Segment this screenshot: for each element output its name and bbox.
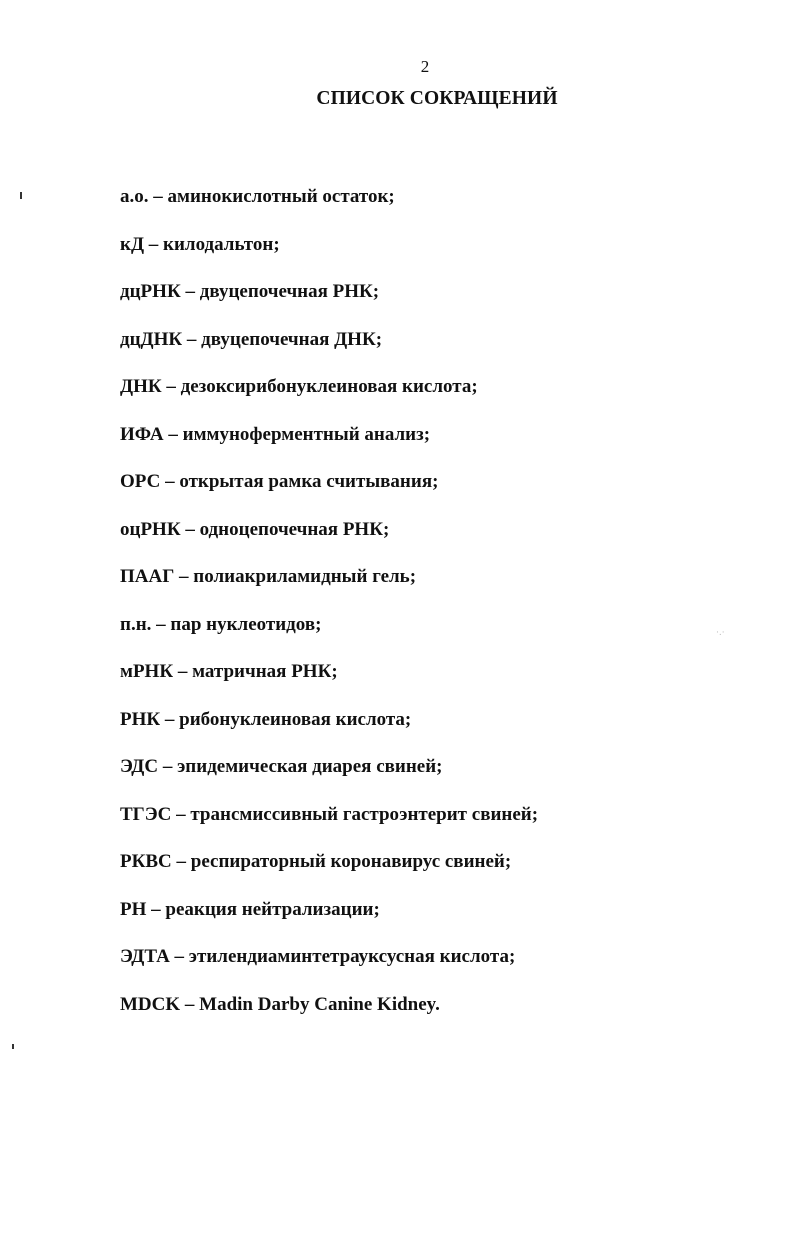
scan-speck: ·.· <box>716 628 725 638</box>
abbreviation-item: ЭДТА – этилендиаминтетрауксусная кислота; <box>120 946 516 967</box>
abbreviation-item: ИФА – иммуноферментный анализ; <box>120 423 431 445</box>
abbreviation-item: ОРС – открытая рамка считывания; <box>120 471 439 492</box>
abbreviation-item: кД – килодальтон; <box>120 233 280 255</box>
page-number: 2 <box>420 57 430 76</box>
abbreviation-item: дцРНК – двуцепочечная РНК; <box>120 281 380 302</box>
abbreviation-item: оцРНК – одноцепочечная РНК; <box>120 518 390 540</box>
abbreviation-item: РН – реакция нейтрализации; <box>120 898 380 920</box>
page-title: СПИСОК СОКРАЩЕНИЙ <box>316 88 558 109</box>
abbreviation-item: РНК – рибонуклеиновая кислота; <box>120 708 412 730</box>
abbreviation-item: РКВС – респираторный коронавирус свиней; <box>120 851 512 872</box>
scan-mark <box>12 1044 14 1049</box>
abbreviation-item: п.н. – пар нуклеотидов; <box>120 613 322 635</box>
abbreviation-item: ТГЭС – трансмиссивный гастроэнтерит свиней; <box>120 803 539 825</box>
abbreviation-item: ЭДС – эпидемическая диарея свиней; <box>120 756 443 777</box>
abbreviation-item: мРНК – матричная РНК; <box>120 661 338 682</box>
abbreviation-item: дцДНК – двуцепочечная ДНК; <box>120 328 383 350</box>
abbreviation-item: ПААГ – полиакриламидный гель; <box>120 566 417 587</box>
abbreviation-item: MDCK – Madin Darby Canine Kidney. <box>120 993 440 1015</box>
abbreviation-item: ДНК – дезоксирибонуклеиновая кислота; <box>120 376 478 397</box>
abbreviation-item: а.о. – аминокислотный остаток; <box>120 186 395 207</box>
abbreviation-list <box>120 184 760 1039</box>
scan-mark <box>20 192 22 199</box>
